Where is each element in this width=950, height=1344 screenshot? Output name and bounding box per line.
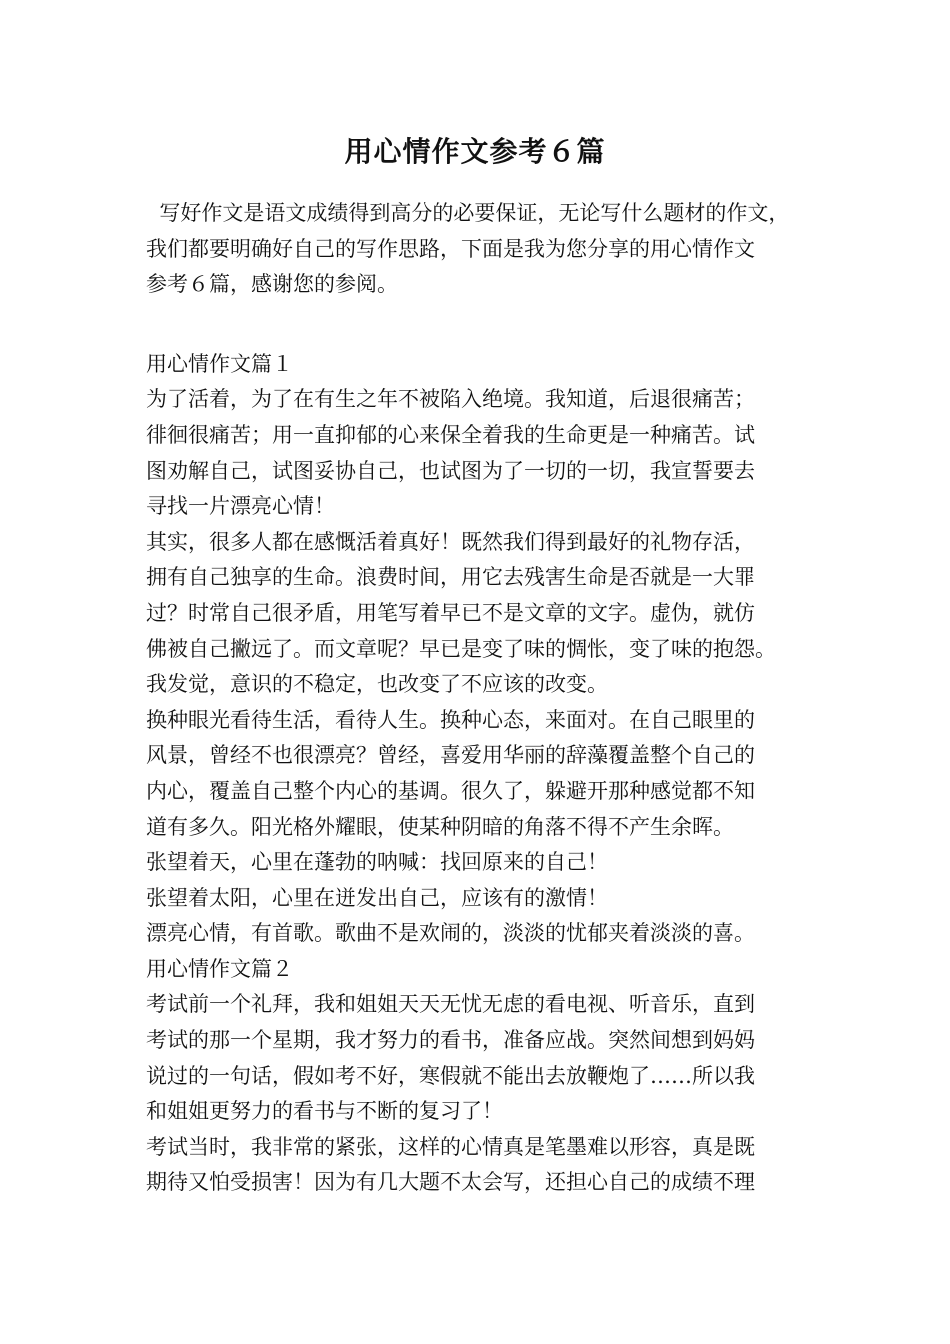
text-line: 张望着太阳，心里在迸发出自己，应该有的激情！ — [146, 885, 608, 910]
text-line: 内心，覆盖自己整个内心的基调。很久了，躲避开那种感觉都不知 — [146, 778, 755, 803]
text-line: 我发觉，意识的不稳定，也改变了不应该的改变。 — [146, 672, 608, 697]
text-line: 漂亮心情，有首歌。歌曲不是欢闹的，淡淡的忧郁夹着淡淡的喜。 — [146, 921, 755, 946]
section-heading: 用心情作文篇２ — [146, 956, 293, 981]
essay-text — [146, 347, 836, 1201]
text-line: 图劝解自己，试图妥协自己，也试图为了一切的一切，我宣誓要去 — [146, 458, 755, 483]
text-line: 徘徊很痛苦；用一直抑郁的心来保全着我的生命更是一种痛苦。试 — [146, 422, 755, 447]
text-line: 拥有自己独享的生命。浪费时间，用它去残害生命是否就是一大罪 — [146, 565, 755, 590]
paragraph-spacer — [146, 303, 836, 347]
text-line: 其实，很多人都在感慨活着真好！既然我们得到最好的礼物存活， — [146, 529, 755, 554]
text-line: 考试当时，我非常的紧张，这样的心情真是笔墨难以形容，真是既 — [146, 1134, 755, 1159]
text-line: 和姐姐更努力的看书与不断的复习了！ — [146, 1099, 503, 1124]
text-line: 道有多久。阳光格外耀眼，使某种阴暗的角落不得不产生余晖。 — [146, 814, 734, 839]
document-body — [146, 196, 836, 1201]
text-line: 为了活着，为了在有生之年不被陷入绝境。我知道，后退很痛苦； — [146, 387, 755, 412]
text-line: 佛被自己撇远了。而文章呢？早已是变了味的惆怅，变了味的抱怨。 — [146, 636, 776, 661]
text-line: 张望着天，心里在蓬勃的呐喊：找回原来的自己！ — [146, 850, 608, 875]
document-title: 用心情作文参考６篇 — [344, 135, 606, 168]
text-line: 换种眼光看待生活，看待人生。换种心态，来面对。在自己眼里的 — [146, 707, 755, 732]
text-line: 考试的那一个星期，我才努力的看书，准备应战。突然间想到妈妈 — [146, 1028, 755, 1053]
text-line: 考试前一个礼拜，我和姐姐天天无忧无虑的看电视、听音乐，直到 — [146, 992, 755, 1017]
text-line: 寻找一片漂亮心情！ — [146, 494, 335, 519]
intro-line: 我们都要明确好自己的写作思路，下面是我为您分享的用心情作文 — [146, 236, 755, 261]
text-line: 过？时常自己很矛盾，用笔写着早已不是文章的文字。虚伪，就仿 — [146, 600, 755, 625]
text-line: 期待又怕受损害！因为有几大题不太会写，还担心自己的成绩不理 — [146, 1170, 755, 1195]
text-line: 风景，曾经不也很漂亮？曾经，喜爱用华丽的辞藻覆盖整个自己的 — [146, 743, 755, 768]
intro-paragraph — [146, 196, 836, 303]
intro-line: 参考６篇，感谢您的参阅。 — [146, 272, 398, 297]
section-heading: 用心情作文篇１ — [146, 351, 293, 376]
text-line: 说过的一句话，假如考不好，寒假就不能出去放鞭炮了……所以我 — [146, 1063, 755, 1088]
intro-line: 写好作文是语文成绩得到高分的必要保证，无论写什么题材的作文， — [146, 201, 790, 225]
